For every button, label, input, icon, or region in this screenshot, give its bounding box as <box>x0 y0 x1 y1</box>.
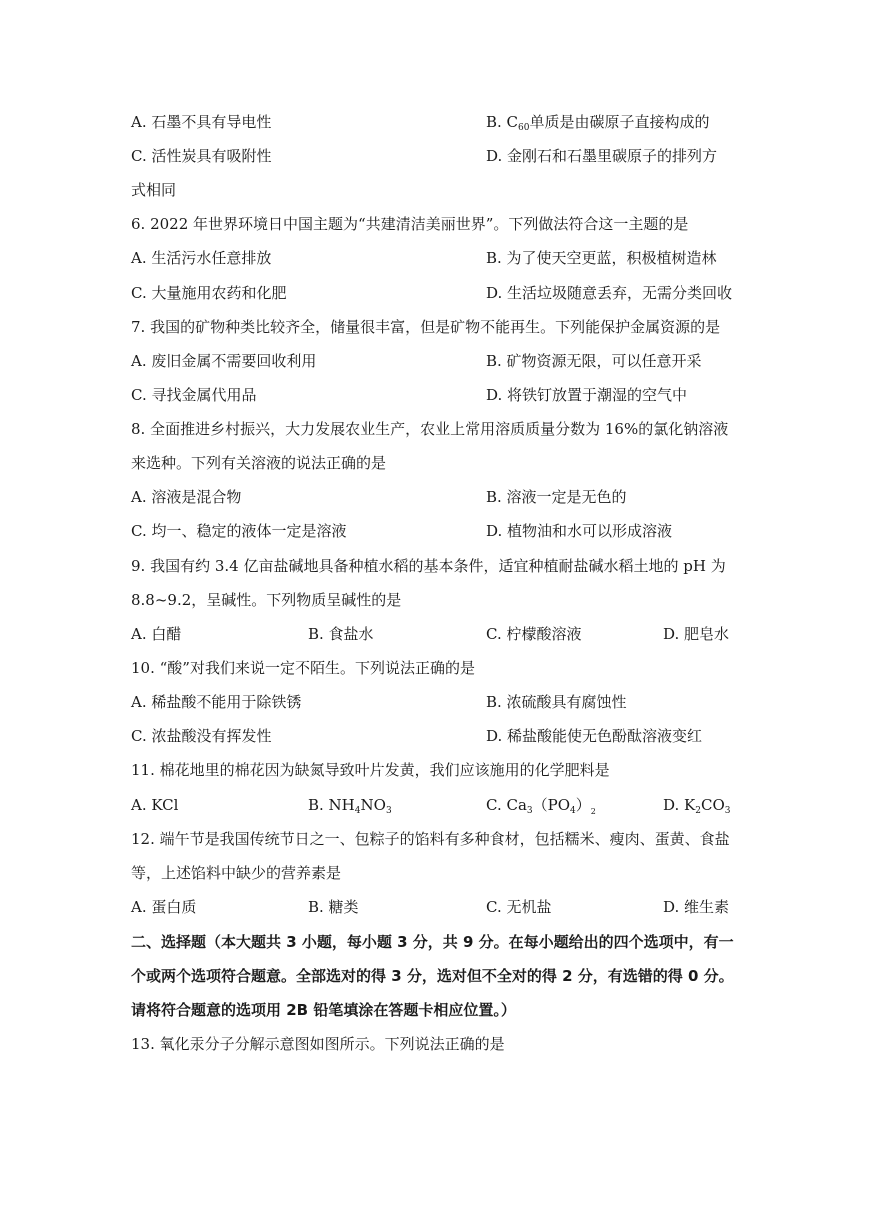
section2-heading-line2: 个或两个选项符合题意。全部选对的得 3 分，选对但不全对的得 2 分，有选错的得 0 分。 <box>131 967 734 985</box>
q5-option-d-continued: 式相同 <box>131 181 177 199</box>
q7-stem: 7. 我国的矿物种类比较齐全，储量很丰富，但是矿物不能再生。下列能保护金属资源的是 <box>131 318 721 336</box>
q11-c-sub1: 3 <box>526 806 533 816</box>
q12-stem-line1: 12. 端午节是我国传统节日之一、包粽子的馅料有多种食材，包括糯米、瘦肉、蛋黄、食盐 <box>131 830 730 848</box>
q5-option-b-sub: 60 <box>518 123 530 133</box>
q11-d-prefix: D. K <box>663 796 696 814</box>
q12-option-d: D. 维生素 <box>663 898 730 916</box>
q7-option-d: D. 将铁钉放置于潮湿的空气中 <box>486 386 688 404</box>
q11-option-c <box>486 795 596 822</box>
section2-heading-line3: 请将符合题意的选项用 2B 铅笔填涂在答题卡相应位置。） <box>131 1001 516 1019</box>
q8-option-c: C. 均一、稳定的液体一定是溶液 <box>131 522 347 540</box>
q12-option-a: A. 蛋白质 <box>131 898 197 916</box>
q5-option-b <box>486 112 710 138</box>
q9-stem-line1: 9. 我国有约 3.4 亿亩盐碱地具备种植水稻的基本条件，适宜种植耐盐碱水稻土地的 pH 为 <box>131 557 726 575</box>
q11-option-d <box>663 795 730 821</box>
q11-d-mid: CO <box>700 796 725 814</box>
q11-c-mid: （PO <box>532 796 571 814</box>
q11-b-prefix: B. NH <box>308 796 355 814</box>
q10-option-d: D. 稀盐酸能使无色酚酞溶液变红 <box>486 727 703 745</box>
q11-d-sub1: 2 <box>695 806 701 816</box>
q5-option-c: C. 活性炭具有吸附性 <box>131 147 272 165</box>
q6-option-a: A. 生活污水任意排放 <box>131 249 272 267</box>
q9-option-c: C. 柠檬酸溶液 <box>486 625 582 643</box>
q5-option-a: A. 石墨不具有导电性 <box>131 113 272 131</box>
q8-stem-line1: 8. 全面推进乡村振兴，大力发展农业生产，农业上常用溶质质量分数为 16%的氯化钠溶液 <box>131 420 729 438</box>
q9-option-a: A. 白醋 <box>131 625 182 643</box>
q6-stem: 6. 2022 年世界环境日中国主题为“共建清洁美丽世界”。下列做法符合这一主题的是 <box>131 215 689 233</box>
q5-option-b-prefix: B. C <box>486 113 519 131</box>
q9-option-b: B. 食盐水 <box>308 625 374 643</box>
q10-option-a: A. 稀盐酸不能用于除铁锈 <box>131 693 302 711</box>
q11-b-mid: NO <box>360 796 386 814</box>
q11-b-sub2: 3 <box>385 806 392 816</box>
q12-option-c: C. 无机盐 <box>486 898 552 916</box>
q8-option-d: D. 植物油和水可以形成溶液 <box>486 522 673 540</box>
q8-stem-line2: 来选种。下列有关溶液的说法正确的是 <box>131 454 387 472</box>
q12-option-b: B. 糖类 <box>308 898 359 916</box>
q6-option-b: B. 为了使天空更蓝，积极植树造林 <box>486 249 717 267</box>
section2-heading-line1: 二、选择题（本大题共 3 小题，每小题 3 分，共 9 分。在每小题给出的四个选项中，有一 <box>131 933 734 951</box>
q10-option-b: B. 浓硫酸具有腐蚀性 <box>486 693 627 711</box>
q9-option-d: D. 肥皂水 <box>663 625 730 643</box>
q7-option-a: A. 废旧金属不需要回收利用 <box>131 352 317 370</box>
q11-stem: 11. 棉花地里的棉花因为缺氮导致叶片发黄，我们应该施用的化学肥料是 <box>131 761 610 779</box>
q11-c-sub2: 4 <box>570 806 576 816</box>
q12-stem-line2: 等，上述馅料中缺少的营养素是 <box>131 864 342 882</box>
q5-option-b-suffix: 单质是由碳原子直接构成的 <box>529 113 710 131</box>
q11-c-close: ） <box>575 796 591 814</box>
q11-d-sub2: 3 <box>724 806 731 816</box>
q6-option-c: C. 大量施用农药和化肥 <box>131 284 287 302</box>
q11-c-sub3: 2 <box>590 807 596 816</box>
q11-b-sub1: 4 <box>354 806 361 816</box>
q7-option-b: B. 矿物资源无限，可以任意开采 <box>486 352 702 370</box>
q5-option-d: D. 金刚石和石墨里碳原子的排列方 <box>486 147 718 165</box>
q10-stem: 10. “酸”对我们来说一定不陌生。下列说法正确的是 <box>131 659 475 677</box>
q10-option-c: C. 浓盐酸没有挥发性 <box>131 727 272 745</box>
q11-option-a: A. KCl <box>131 796 179 814</box>
q11-c-prefix: C. Ca <box>486 796 527 814</box>
q13-stem: 13. 氧化汞分子分解示意图如图所示。下列说法正确的是 <box>131 1035 505 1053</box>
q9-stem-line2: 8.8~9.2，呈碱性。下列物质呈碱性的是 <box>131 591 402 609</box>
q7-option-c: C. 寻找金属代用品 <box>131 386 257 404</box>
q11-option-b <box>308 795 392 821</box>
q8-option-a: A. 溶液是混合物 <box>131 488 242 506</box>
q6-option-d: D. 生活垃圾随意丢弃，无需分类回收 <box>486 284 733 302</box>
q8-option-b: B. 溶液一定是无色的 <box>486 488 627 506</box>
